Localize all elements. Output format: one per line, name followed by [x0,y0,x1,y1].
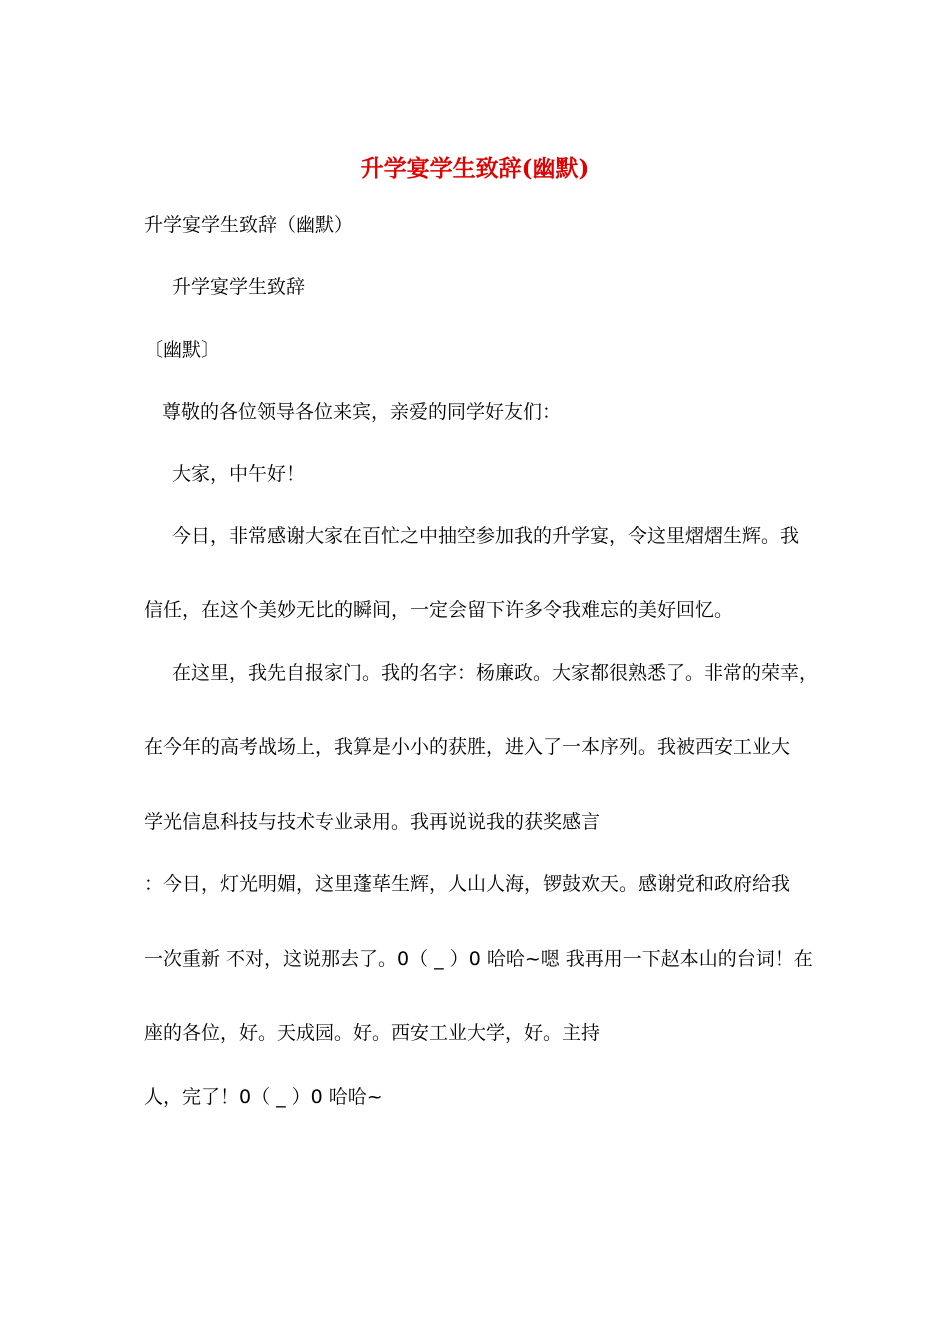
document-title: 升学宴学生致辞(幽默) [360,155,590,182]
text-line-salutation: 尊敬的各位领导各位来宾，亲爱的同学好友们： [162,401,562,423]
text-line-humor-tag: 〔幽默〕 [144,339,221,361]
paragraph-line: 一次重新 不对，这说那去了。0（ _ ）0 哈哈~嗯 我再用一下赵本山的台词！在 [144,948,813,970]
paragraph-line: 在今年的高考战场上，我算是小小的获胜，进入了一本序列。我被西安工业大 [144,736,791,758]
paragraph-line: 信任，在这个美妙无比的瞬间，一定会留下许多令我难忘的美好回忆。 [144,599,734,621]
paragraph-line: 人，完了！0（ _ ）0 哈哈~ [144,1086,383,1108]
text-line-subtitle: 升学宴学生致辞（幽默） [144,214,354,236]
paragraph-line: 在这里，我先自报家门。我的名字：杨廉政。大家都很熟悉了。非常的荣幸， [172,662,819,684]
paragraph-line: 今日，非常感谢大家在百忙之中抽空参加我的升学宴，令这里熠熠生辉。我 [172,525,800,547]
text-line-heading: 升学宴学生致辞 [172,276,306,298]
text-line-greeting: 大家，中午好！ [172,463,306,485]
paragraph-line: ：今日，灯光明媚，这里蓬荜生辉，人山人海，锣鼓欢天。感谢党和政府给我 [144,873,791,895]
paragraph-line: 座的各位，好。天成园。好。西安工业大学，好。主持 [144,1022,601,1044]
paragraph-line: 学光信息科技与技术专业录用。我再说说我的获奖感言 [144,811,601,833]
